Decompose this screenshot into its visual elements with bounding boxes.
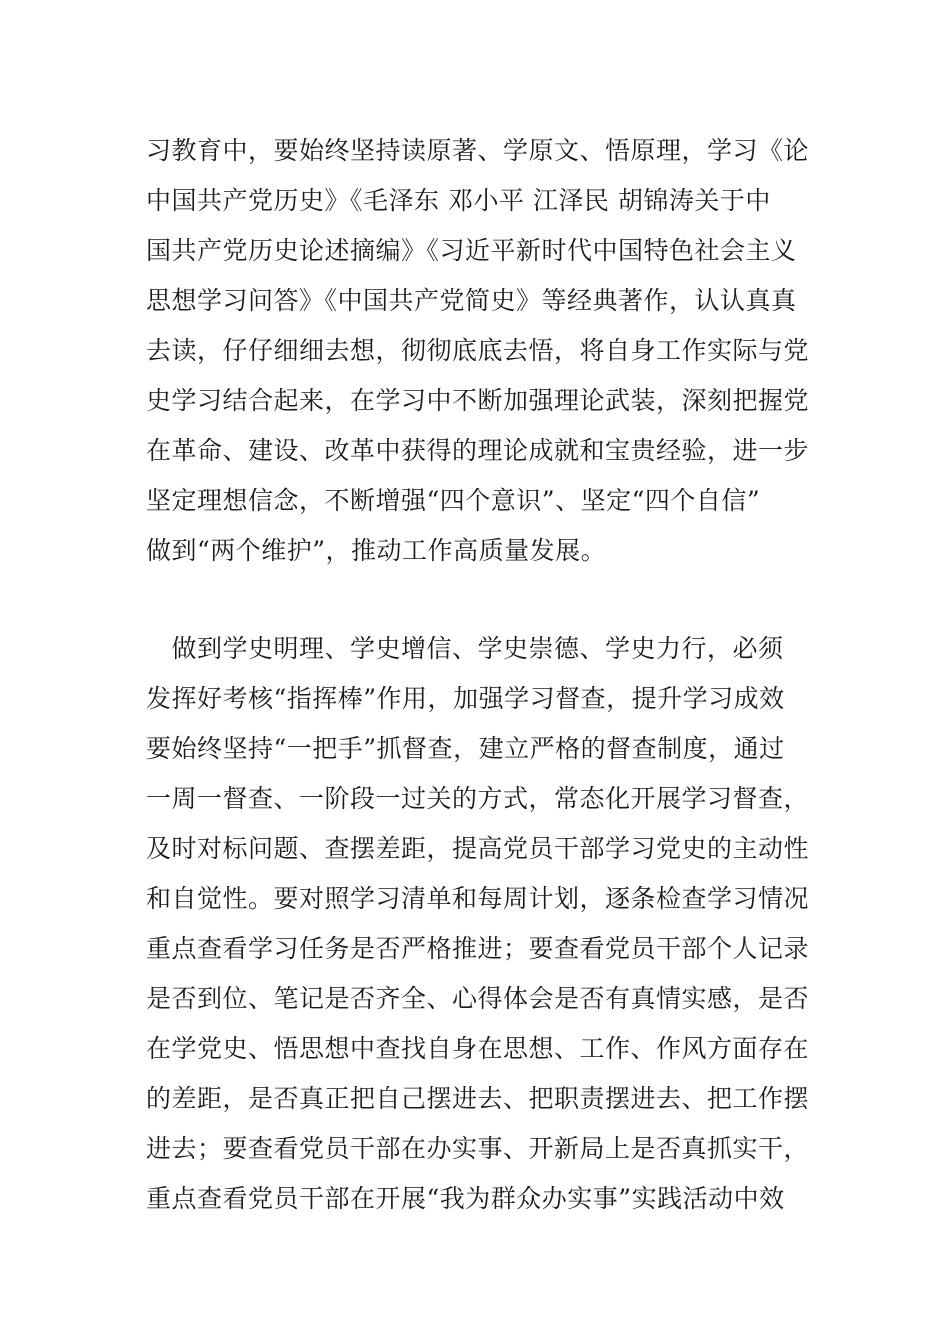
text-line: 一周一督查、一阶段一过关的方式，常态化开展学习督查， bbox=[146, 784, 810, 813]
paragraph-study-classics bbox=[146, 126, 816, 576]
text-line: 进去；要查看党员干部在办实事、开新局上是否真抓实干， bbox=[146, 1134, 810, 1163]
text-line: 习教育中，要始终坚持读原著、学原文、悟原理，学习《论 bbox=[146, 136, 810, 165]
text-line: 在学党史、悟思想中查找自身在思想、工作、作风方面存在 bbox=[146, 1034, 810, 1063]
text-line: 坚定理想信念，不断增强“四个意识”、坚定“四个自信” bbox=[146, 486, 761, 515]
text-line: 去读，仔仔细细去想，彻彻底底去悟，将自身工作实际与党 bbox=[146, 336, 810, 365]
text-line: 在革命、建设、改革中获得的理论成就和宝贵经验，进一步 bbox=[146, 436, 810, 465]
text-line: 及时对标问题、查摆差距，提高党员干部学习党史的主动性 bbox=[146, 834, 810, 863]
text-line: 是否到位、笔记是否齐全、心得体会是否有真情实感，是否 bbox=[146, 984, 810, 1013]
paragraph-assessment-supervision bbox=[146, 624, 816, 1224]
text-line: 做到学史明理、学史增信、学史崇德、学史力行，必须 bbox=[146, 634, 784, 663]
text-line: 重点查看学习任务是否严格推进；要查看党员干部个人记录 bbox=[146, 934, 810, 963]
text-line: 和自觉性。要对照学习清单和每周计划，逐条检查学习情况 bbox=[146, 884, 810, 913]
text-line: 重点查看党员干部在开展“我为群众办实事”实践活动中效 bbox=[146, 1184, 785, 1213]
text-line: 发挥好考核“指挥棒”作用，加强学习督查，提升学习成效 bbox=[146, 684, 785, 713]
text-line: 思想学习问答》《中国共产党简史》等经典著作，认认真真 bbox=[146, 286, 797, 315]
text-line: 史学习结合起来，在学习中不断加强理论武装，深刻把握党 bbox=[146, 386, 810, 415]
text-line: 国共产党历史论述摘编》《习近平新时代中国特色社会主义 bbox=[146, 236, 797, 265]
text-line: 做到“两个维护”，推动工作高质量发展。 bbox=[146, 536, 607, 565]
text-line: 要始终坚持“一把手”抓督查，建立严格的督查制度，通过 bbox=[146, 734, 785, 763]
text-line: 中国共产党历史》《毛泽东 邓小平 江泽民 胡锦涛关于中 bbox=[146, 186, 771, 215]
text-line: 的差距，是否真正把自己摆进去、把职责摆进去、把工作摆 bbox=[146, 1084, 810, 1113]
